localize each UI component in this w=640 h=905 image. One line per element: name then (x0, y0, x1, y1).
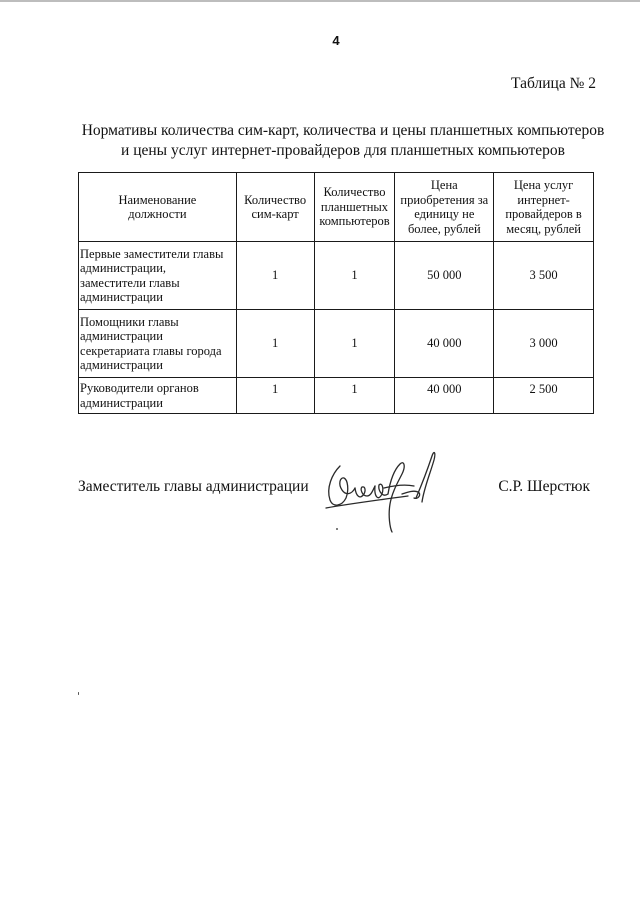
cell-tablets: 1 (314, 242, 395, 310)
cell-position: Первые заместители главы администрации, заместители главы администрации (79, 242, 237, 310)
cell-internet-price: 3 500 (494, 242, 594, 310)
header-sim-cards: Количество сим-карт (236, 173, 314, 242)
cell-position: Руководители органов администрации (79, 378, 237, 414)
header-position: Наименование должности (79, 173, 237, 242)
table-row (79, 310, 594, 378)
cell-price: 40 000 (395, 310, 494, 378)
table-label: Таблица № 2 (511, 75, 596, 92)
header-tablets: Количество планшетных компьютеров (314, 173, 395, 242)
header-price: Цена приобретения за единицу не более, рублей (395, 173, 494, 242)
cell-sim-cards: 1 (236, 310, 314, 378)
scan-speck (78, 692, 79, 695)
handwritten-signature (318, 444, 446, 538)
norms-table (78, 172, 594, 414)
table-row (79, 378, 594, 414)
table-row (79, 242, 594, 310)
scan-speck (336, 528, 338, 530)
document-title-line-1: Нормативы количества сим-карт, количества и цены планшетных компьютеров (81, 122, 605, 139)
cell-tablets: 1 (314, 378, 395, 414)
page-number: 4 (332, 33, 340, 48)
cell-price: 50 000 (395, 242, 494, 310)
signatory-position: Заместитель главы администрации (78, 478, 309, 495)
cell-internet-price: 2 500 (494, 378, 594, 414)
cell-position: Помощники главы администрации секретариата главы города администрации (79, 310, 237, 378)
cell-internet-price: 3 000 (494, 310, 594, 378)
table-header-row (79, 173, 594, 242)
document-title (60, 121, 626, 161)
page-top-edge (0, 0, 640, 2)
cell-sim-cards: 1 (236, 242, 314, 310)
document-title-line-2: и цены услуг интернет-провайдеров для планшетных компьютеров (121, 142, 565, 159)
signatory-name: С.Р. Шерстюк (498, 478, 590, 495)
cell-tablets: 1 (314, 310, 395, 378)
cell-price: 40 000 (395, 378, 494, 414)
cell-sim-cards: 1 (236, 378, 314, 414)
header-internet-price: Цена услуг интернет-провайдеров в месяц, рублей (494, 173, 594, 242)
